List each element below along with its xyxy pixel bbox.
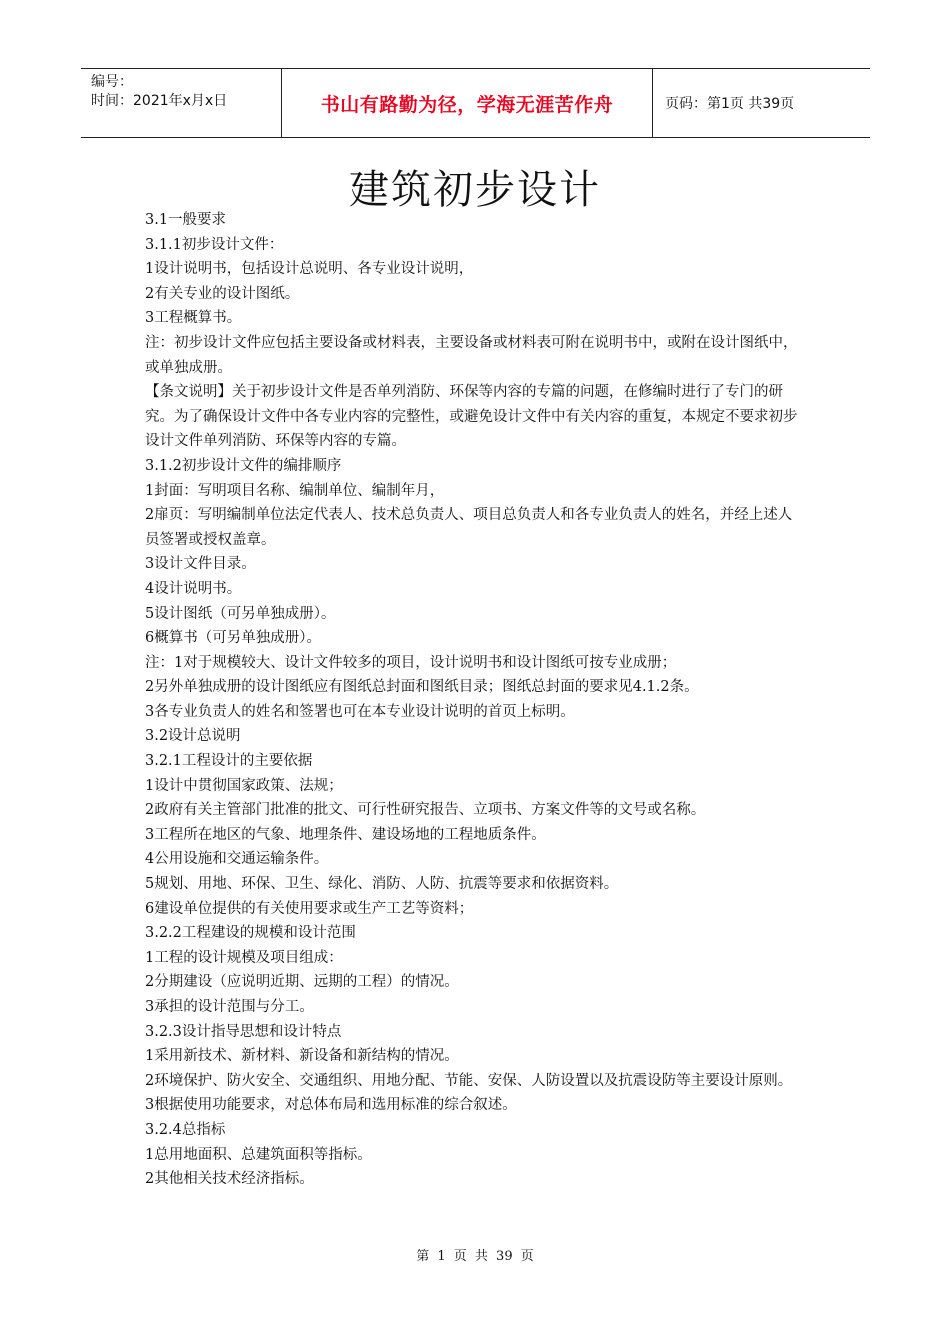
body-paragraph: 2政府有关主管部门批准的批文、可行性研究报告、立项书、方案文件等的文号或名称。 bbox=[145, 802, 706, 819]
body-paragraph: 1总用地面积、总建筑面积等指标。 bbox=[145, 1146, 372, 1163]
document-body bbox=[145, 208, 805, 1192]
body-paragraph: 4设计说明书。 bbox=[145, 580, 242, 597]
body-paragraph: 2另外单独成册的设计图纸应有图纸总封面和图纸目录；图纸总封面的要求见4.1.2条。 bbox=[145, 679, 699, 696]
header-meta bbox=[81, 69, 282, 137]
header-motto: 书山有路勤为径，学海无涯苦作舟 bbox=[320, 93, 614, 116]
body-paragraph: 3承担的设计范围与分工。 bbox=[145, 999, 314, 1015]
body-paragraph: 3工程概算书。 bbox=[145, 310, 242, 327]
body-paragraph: 3.2.2工程建设的规模和设计范围 bbox=[145, 925, 356, 942]
body-paragraph: 2有关专业的设计图纸。 bbox=[145, 285, 300, 302]
body-paragraph: 1采用新技术、新材料、新设备和新结构的情况。 bbox=[145, 1048, 459, 1065]
body-paragraph: 3各专业负责人的姓名和签署也可在本专业设计说明的首页上标明。 bbox=[145, 703, 575, 720]
page-footer: 第 1 页 共 39 页 bbox=[416, 1249, 534, 1264]
body-paragraph: 注：1对于规模较大、设计文件较多的项目，设计说明书和设计图纸可按专业成册； bbox=[145, 654, 677, 671]
body-paragraph: 2扉页：写明编制单位法定代表人、技术总负责人、项目总负责人和各专业负责人的姓名，并经上述人员签署或授权盖章。 bbox=[145, 507, 793, 548]
body-paragraph: 1设计中贯彻国家政策、法规； bbox=[145, 777, 343, 794]
body-paragraph: 4公用设施和交通运输条件。 bbox=[145, 851, 329, 868]
body-paragraph: 【条文说明】关于初步设计文件是否单列消防、环保等内容的专篇的问题，在修编时进行了专门的研究。为了确保设计文件中各专业内容的完整性，或避免设计文件中有关内容的重复，本规定不要求初步设计文件单列消防、环保等内容的专篇。 bbox=[145, 384, 798, 450]
body-paragraph: 1封面：写明项目名称、编制单位、编制年月， bbox=[145, 482, 445, 499]
body-paragraph: 3设计文件目录。 bbox=[145, 556, 256, 573]
body-paragraph: 3.2.4总指标 bbox=[145, 1121, 226, 1138]
body-paragraph: 3.1一般要求 bbox=[145, 212, 227, 228]
header-table bbox=[81, 68, 870, 138]
header-motto-cell bbox=[282, 69, 653, 137]
body-paragraph: 1工程的设计规模及项目组成： bbox=[145, 949, 343, 966]
body-paragraph: 3工程所在地区的气象、地理条件、建设场地的工程地质条件。 bbox=[145, 826, 546, 843]
body-paragraph: 3.2.1工程设计的主要依据 bbox=[145, 753, 313, 770]
body-paragraph: 5设计图纸（可另单独成册）。 bbox=[145, 605, 336, 622]
body-paragraph: 2其他相关技术经济指标。 bbox=[145, 1171, 314, 1188]
body-paragraph: 2环境保护、防火安全、交通组织、用地分配、节能、安保、人防设置以及抗震设防等主要设计原则。 bbox=[145, 1072, 793, 1089]
document-title: 建筑初步设计 bbox=[349, 167, 601, 213]
body-paragraph: 注：初步设计文件应包括主要设备或材料表，主要设备或材料表可附在说明书中，或附在设计图纸中，或单独成册。 bbox=[145, 334, 798, 376]
header-page-cell bbox=[653, 69, 870, 137]
document-number-label: 编号： bbox=[91, 74, 133, 90]
body-paragraph: 1设计说明书，包括设计总说明、各专业设计说明， bbox=[145, 261, 474, 278]
header-page-info: 页码：第1页 共39页 bbox=[665, 96, 795, 112]
body-paragraph: 3.2.3设计指导思想和设计特点 bbox=[145, 1023, 342, 1040]
body-paragraph: 3根据使用功能要求，对总体布局和选用标准的综合叙述。 bbox=[145, 1097, 517, 1114]
body-paragraph: 3.1.1初步设计文件： bbox=[145, 236, 284, 253]
body-paragraph: 6概算书（可另单独成册）。 bbox=[145, 630, 321, 647]
body-paragraph: 6建设单位提供的有关使用要求或生产工艺等资料； bbox=[145, 900, 474, 917]
body-paragraph: 5规划、用地、环保、卫生、绿化、消防、人防、抗震等要求和依据资料。 bbox=[145, 876, 619, 893]
body-paragraph: 3.2设计总说明 bbox=[145, 728, 241, 745]
body-paragraph: 3.1.2初步设计文件的编排顺序 bbox=[145, 457, 342, 474]
body-paragraph: 2分期建设（应说明近期、远期的工程）的情况。 bbox=[145, 974, 459, 991]
document-date-label: 时间：2021年x月x日 bbox=[91, 93, 228, 109]
